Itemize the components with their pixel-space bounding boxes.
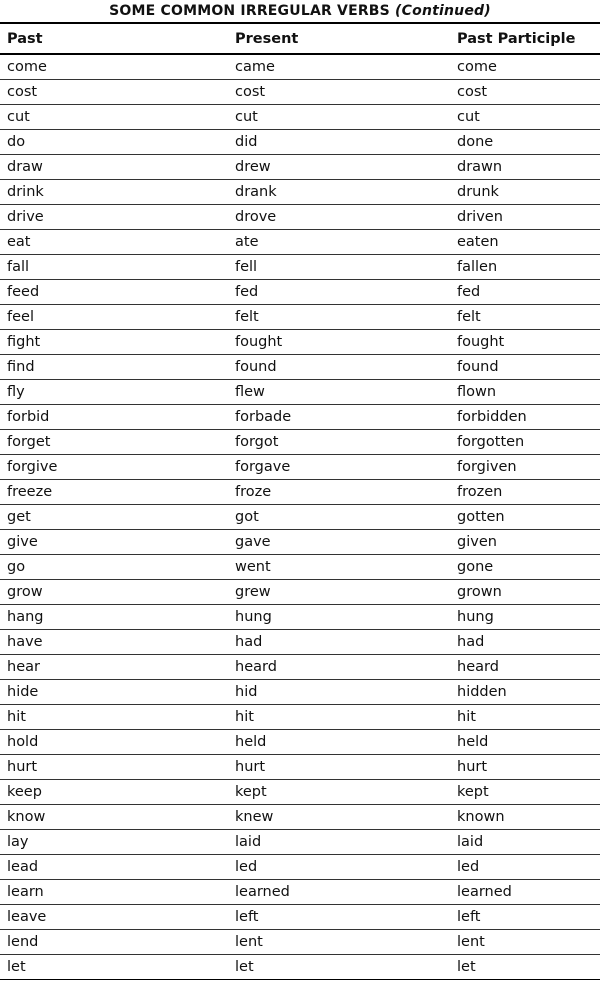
past-cell: hide bbox=[0, 680, 228, 705]
past-participle-cell: grown bbox=[450, 580, 600, 605]
past-participle-cell: cut bbox=[450, 105, 600, 130]
present-cell: forbade bbox=[228, 405, 450, 430]
past-cell: lay bbox=[0, 830, 228, 855]
past-cell: feel bbox=[0, 305, 228, 330]
present-cell: cost bbox=[228, 80, 450, 105]
table-row bbox=[0, 155, 600, 180]
present-cell: felt bbox=[228, 305, 450, 330]
past-cell: forbid bbox=[0, 405, 228, 430]
table-row bbox=[0, 955, 600, 980]
header-row bbox=[0, 24, 600, 54]
table-row bbox=[0, 530, 600, 555]
past-participle-cell: let bbox=[450, 955, 600, 980]
past-participle-cell: flown bbox=[450, 380, 600, 405]
present-cell: found bbox=[228, 355, 450, 380]
past-cell: find bbox=[0, 355, 228, 380]
past-participle-cell: had bbox=[450, 630, 600, 655]
past-cell: learn bbox=[0, 880, 228, 905]
past-cell: forget bbox=[0, 430, 228, 455]
present-cell: heard bbox=[228, 655, 450, 680]
past-cell: come bbox=[0, 54, 228, 80]
table-row bbox=[0, 380, 600, 405]
past-cell: leave bbox=[0, 905, 228, 930]
table-row bbox=[0, 780, 600, 805]
past-cell: cost bbox=[0, 80, 228, 105]
past-participle-cell: given bbox=[450, 530, 600, 555]
present-cell: hung bbox=[228, 605, 450, 630]
table-row bbox=[0, 305, 600, 330]
past-cell: do bbox=[0, 130, 228, 155]
present-cell: cut bbox=[228, 105, 450, 130]
past-participle-cell: fallen bbox=[450, 255, 600, 280]
table-row bbox=[0, 255, 600, 280]
present-cell: laid bbox=[228, 830, 450, 855]
present-cell: hit bbox=[228, 705, 450, 730]
table-row bbox=[0, 355, 600, 380]
past-cell: grow bbox=[0, 580, 228, 605]
past-participle-cell: forbidden bbox=[450, 405, 600, 430]
table-row bbox=[0, 230, 600, 255]
table-row bbox=[0, 930, 600, 955]
present-cell: fell bbox=[228, 255, 450, 280]
table-row bbox=[0, 80, 600, 105]
table-row bbox=[0, 555, 600, 580]
past-participle-cell: forgotten bbox=[450, 430, 600, 455]
present-cell: grew bbox=[228, 580, 450, 605]
present-cell: had bbox=[228, 630, 450, 655]
past-participle-cell: frozen bbox=[450, 480, 600, 505]
table-row bbox=[0, 730, 600, 755]
present-cell: let bbox=[228, 955, 450, 980]
table-row bbox=[0, 680, 600, 705]
present-cell: hurt bbox=[228, 755, 450, 780]
present-cell: did bbox=[228, 130, 450, 155]
present-cell: flew bbox=[228, 380, 450, 405]
present-cell: forgot bbox=[228, 430, 450, 455]
present-cell: hid bbox=[228, 680, 450, 705]
past-participle-cell: come bbox=[450, 54, 600, 80]
table-title bbox=[0, 0, 600, 24]
past-participle-cell: left bbox=[450, 905, 600, 930]
past-participle-cell: eaten bbox=[450, 230, 600, 255]
past-cell: draw bbox=[0, 155, 228, 180]
table-row bbox=[0, 805, 600, 830]
table-row bbox=[0, 205, 600, 230]
past-cell: feed bbox=[0, 280, 228, 305]
title-continued: (Continued) bbox=[395, 3, 491, 19]
past-participle-cell: held bbox=[450, 730, 600, 755]
column-header-past-participle: Past Participle bbox=[450, 24, 600, 54]
past-cell: let bbox=[0, 955, 228, 980]
present-cell: knew bbox=[228, 805, 450, 830]
past-cell: lead bbox=[0, 855, 228, 880]
past-cell: hear bbox=[0, 655, 228, 680]
past-participle-cell: driven bbox=[450, 205, 600, 230]
table-row bbox=[0, 430, 600, 455]
present-cell: drank bbox=[228, 180, 450, 205]
past-participle-cell: kept bbox=[450, 780, 600, 805]
past-cell: drive bbox=[0, 205, 228, 230]
present-cell: forgave bbox=[228, 455, 450, 480]
past-participle-cell: known bbox=[450, 805, 600, 830]
table-row bbox=[0, 580, 600, 605]
past-cell: go bbox=[0, 555, 228, 580]
table-row bbox=[0, 180, 600, 205]
table-row bbox=[0, 880, 600, 905]
table-row bbox=[0, 505, 600, 530]
past-cell: have bbox=[0, 630, 228, 655]
present-cell: left bbox=[228, 905, 450, 930]
present-cell: fed bbox=[228, 280, 450, 305]
present-cell: got bbox=[228, 505, 450, 530]
past-participle-cell: lent bbox=[450, 930, 600, 955]
past-cell: forgive bbox=[0, 455, 228, 480]
irregular-verbs-table bbox=[0, 24, 600, 980]
table-row bbox=[0, 54, 600, 80]
past-participle-cell: gotten bbox=[450, 505, 600, 530]
present-cell: came bbox=[228, 54, 450, 80]
table-row bbox=[0, 905, 600, 930]
table-row bbox=[0, 655, 600, 680]
past-cell: freeze bbox=[0, 480, 228, 505]
past-cell: get bbox=[0, 505, 228, 530]
past-cell: keep bbox=[0, 780, 228, 805]
past-participle-cell: fought bbox=[450, 330, 600, 355]
present-cell: led bbox=[228, 855, 450, 880]
past-cell: hit bbox=[0, 705, 228, 730]
present-cell: drove bbox=[228, 205, 450, 230]
table-row bbox=[0, 830, 600, 855]
past-cell: drink bbox=[0, 180, 228, 205]
table-row bbox=[0, 280, 600, 305]
past-participle-cell: hidden bbox=[450, 680, 600, 705]
present-cell: fought bbox=[228, 330, 450, 355]
past-participle-cell: heard bbox=[450, 655, 600, 680]
column-header-past: Past bbox=[0, 24, 228, 54]
past-participle-cell: done bbox=[450, 130, 600, 155]
past-cell: eat bbox=[0, 230, 228, 255]
table-row bbox=[0, 855, 600, 880]
past-participle-cell: hurt bbox=[450, 755, 600, 780]
past-participle-cell: led bbox=[450, 855, 600, 880]
past-participle-cell: gone bbox=[450, 555, 600, 580]
column-header-present: Present bbox=[228, 24, 450, 54]
past-participle-cell: forgiven bbox=[450, 455, 600, 480]
past-cell: fall bbox=[0, 255, 228, 280]
past-participle-cell: drunk bbox=[450, 180, 600, 205]
table-row bbox=[0, 705, 600, 730]
past-participle-cell: felt bbox=[450, 305, 600, 330]
present-cell: lent bbox=[228, 930, 450, 955]
table-row bbox=[0, 630, 600, 655]
past-cell: hurt bbox=[0, 755, 228, 780]
past-participle-cell: fed bbox=[450, 280, 600, 305]
table-row bbox=[0, 455, 600, 480]
present-cell: ate bbox=[228, 230, 450, 255]
present-cell: learned bbox=[228, 880, 450, 905]
past-cell: lend bbox=[0, 930, 228, 955]
table-row bbox=[0, 480, 600, 505]
table-row bbox=[0, 330, 600, 355]
table-body bbox=[0, 54, 600, 980]
past-participle-cell: found bbox=[450, 355, 600, 380]
title-main: SOME COMMON IRREGULAR VERBS bbox=[109, 3, 390, 19]
past-participle-cell: learned bbox=[450, 880, 600, 905]
past-cell: cut bbox=[0, 105, 228, 130]
past-participle-cell: drawn bbox=[450, 155, 600, 180]
present-cell: gave bbox=[228, 530, 450, 555]
present-cell: went bbox=[228, 555, 450, 580]
table-row bbox=[0, 405, 600, 430]
past-cell: know bbox=[0, 805, 228, 830]
past-participle-cell: hung bbox=[450, 605, 600, 630]
present-cell: held bbox=[228, 730, 450, 755]
past-participle-cell: hit bbox=[450, 705, 600, 730]
past-cell: fly bbox=[0, 380, 228, 405]
past-participle-cell: laid bbox=[450, 830, 600, 855]
past-cell: hold bbox=[0, 730, 228, 755]
table-row bbox=[0, 755, 600, 780]
table-row bbox=[0, 605, 600, 630]
table-row bbox=[0, 105, 600, 130]
present-cell: froze bbox=[228, 480, 450, 505]
present-cell: kept bbox=[228, 780, 450, 805]
past-cell: fight bbox=[0, 330, 228, 355]
table-row bbox=[0, 130, 600, 155]
present-cell: drew bbox=[228, 155, 450, 180]
past-participle-cell: cost bbox=[450, 80, 600, 105]
past-cell: hang bbox=[0, 605, 228, 630]
past-cell: give bbox=[0, 530, 228, 555]
